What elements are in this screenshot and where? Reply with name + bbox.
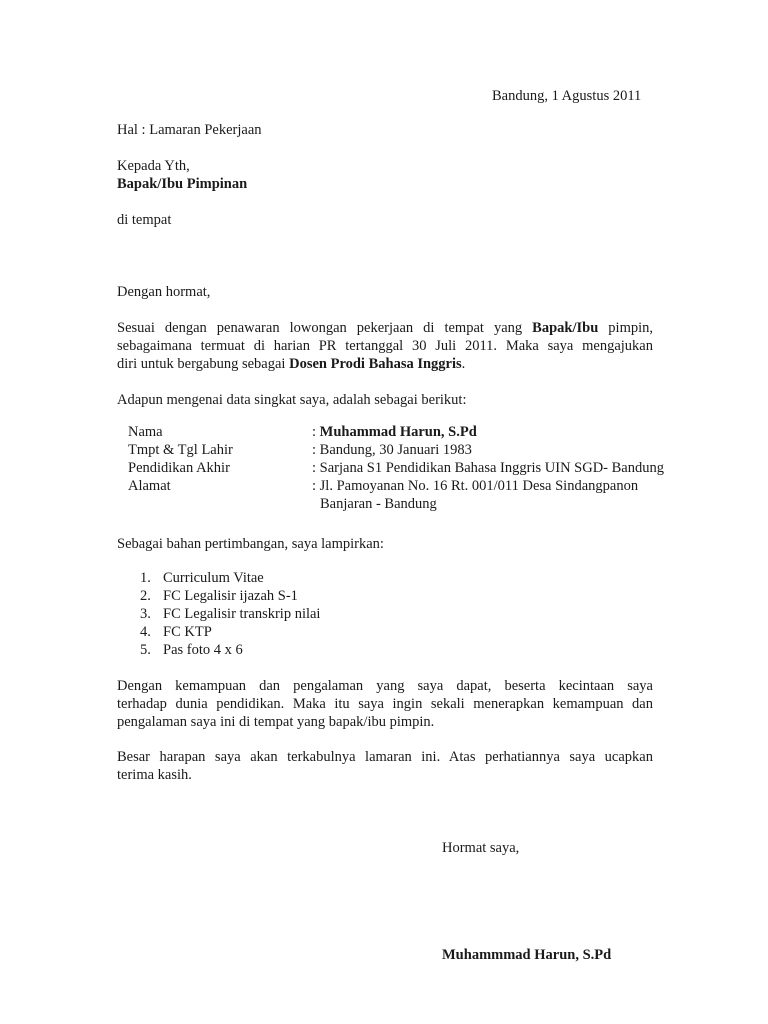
intro-text: Sesuai dengan penawaran lowongan pekerjaan di tempat yang [117,320,533,336]
intro-text: pimpin, [598,320,653,336]
closing1-line-3: pengalaman saya ini di tempat yang bapak/ibu pimpin. [117,714,435,730]
list-text: Curriculum Vitae [163,570,264,586]
closing-paragraph-2 [117,748,653,784]
list-text: FC KTP [163,624,212,640]
intro-bold-text: Bapak/Ibu [532,320,599,336]
list-number: 1. [140,570,151,586]
attach-intro: Sebagai bahan pertimbangan, saya lampirkan: [117,536,384,552]
list-number: 2. [140,588,151,604]
closing1-line-1: Dengan kemampuan dan pengalaman yang saya dapat, beserta kecintaan saya [117,678,653,694]
applicant-name: Muhammad Harun, S.Pd [319,424,477,440]
letter-date: Bandung, 1 Agustus 2011 [492,88,642,104]
personal-row [128,423,708,441]
personal-value [312,423,477,441]
salutation: Dengan hormat, [117,284,211,300]
personal-value: : Sarjana S1 Pendidikan Bahasa Inggris UIN SGD- Bandung [312,460,664,476]
recipient-greeting: Kepada Yth, [117,158,190,174]
list-text: FC Legalisir ijazah S-1 [163,588,298,604]
personal-value: : Jl. Pamoyanan No. 16 Rt. 001/011 Desa Sindangpanon [312,478,639,494]
list-text: FC Legalisir transkrip nilai [163,606,321,622]
intro-text: diri untuk bergabung sebagai [117,356,290,372]
personal-row [128,459,708,477]
data-intro: Adapun mengenai data singkat saya, adalah sebagai berikut: [117,392,467,408]
intro-line-3 [117,355,653,373]
intro-paragraph [117,319,653,373]
personal-value-continued: Banjaran - Bandung [320,496,437,512]
personal-key: Alamat [128,478,171,494]
personal-colon: : [312,424,320,440]
recipient-name: Bapak/Ibu Pimpinan [117,176,248,192]
personal-key: Tmpt & Tgl Lahir [128,442,233,458]
personal-value: : Bandung, 30 Januari 1983 [312,442,472,458]
list-number: 3. [140,606,151,622]
signature-name: Muhammmad Harun, S.Pd [442,947,612,963]
regards: Hormat saya, [442,840,520,856]
letter-subject: Hal : Lamaran Pekerjaan [117,122,262,138]
closing2-line-1: Besar harapan saya akan terkabulnya lamaran ini. Atas perhatiannya saya ucapkan [117,749,653,765]
list-number: 4. [140,624,151,640]
recipient-place: di tempat [117,212,172,228]
personal-row [128,477,708,495]
intro-line-2: sebagaimana termuat di harian PR tertanggal 30 Juli 2011. Maka saya mengajukan [117,338,653,354]
personal-row [128,441,708,459]
personal-row [128,495,708,513]
personal-key: Pendidikan Akhir [128,460,230,476]
closing-paragraph-1 [117,677,653,731]
personal-key: Nama [128,424,163,440]
closing1-line-2: terhadap dunia pendidikan. Maka itu saya ingin sekali menerapkan kemampuan dan [117,696,653,712]
position-title: Dosen Prodi Bahasa Inggris [289,356,462,372]
list-number: 5. [140,642,151,658]
closing2-line-2: terima kasih. [117,767,192,783]
list-text: Pas foto 4 x 6 [163,642,243,658]
intro-line-1 [117,319,653,337]
intro-text: . [461,356,466,372]
